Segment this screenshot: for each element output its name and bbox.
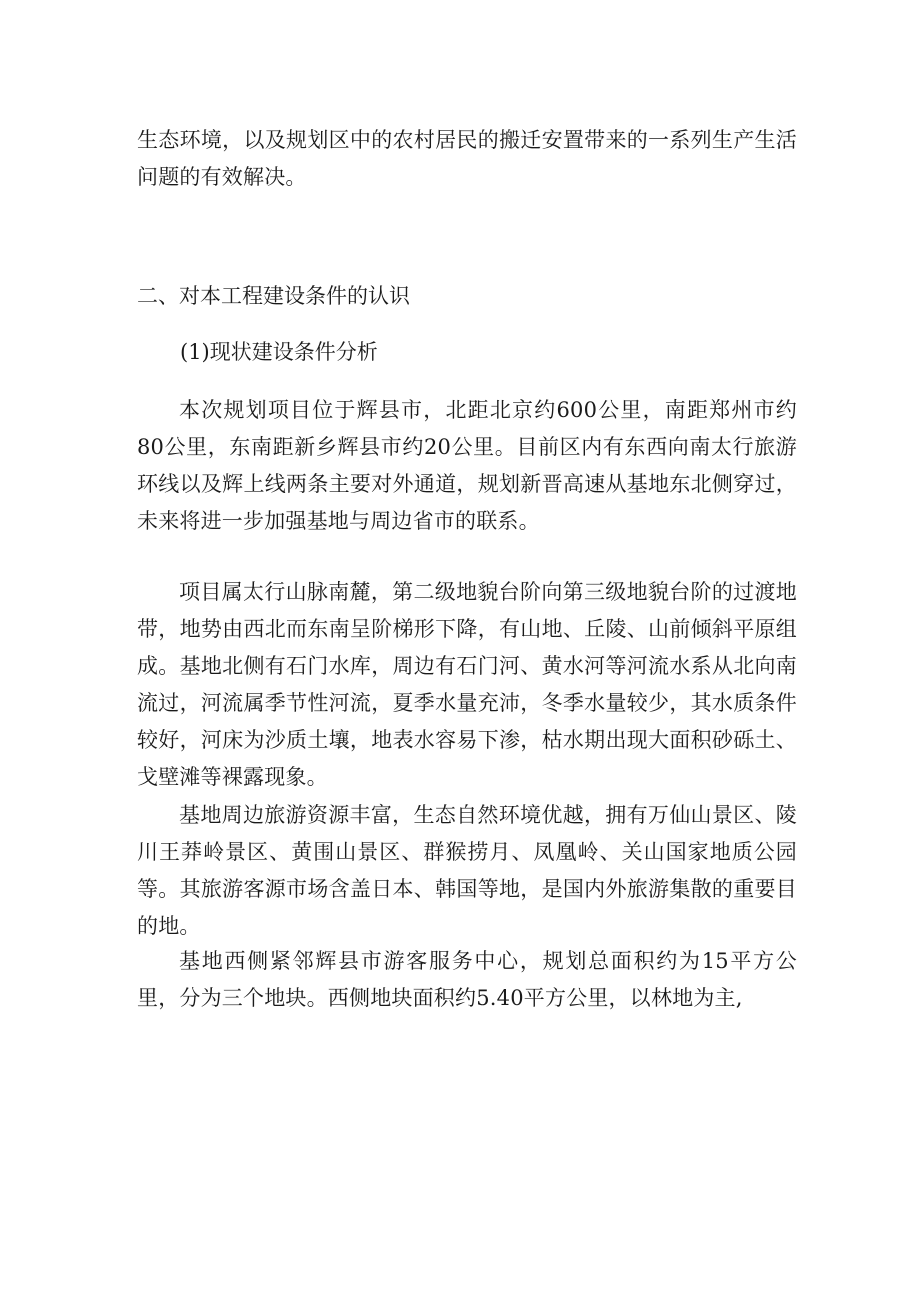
paragraph-tourism: 基地周边旅游资源丰富，生态自然环境优越，拥有万仙山景区、陵川王莽岭景区、黄围山景区、群猴捞月、凤凰岭、关山国家地质公园等。其旅游客源市场含盖日本、韩国等地，是国内外旅游集散的重要目的地。 xyxy=(137,803,797,938)
paragraph-location: 本次规划项目位于辉县市，北距北京约600公里，南距郑州市约80公里，东南距新乡辉县市约20公里。目前区内有东西向南太行旅游环线以及辉上线两条主要对外通道，规划新晋高速从基地东北侧穿过，未来将进一步加强基地与周边省市的联系。 xyxy=(137,398,797,533)
sub-heading: (1)现状建设条件分析 xyxy=(180,340,378,364)
paragraph-site: 基地西侧紧邻辉县市游客服务中心，规划总面积约为15平方公里，分为三个地块。西侧地块面积约5.40平方公里，以林地为主, xyxy=(137,949,797,1010)
section-heading: 二、对本工程建设条件的认识 xyxy=(137,284,410,308)
paragraph-continuation: 生态环境，以及规划区中的农村居民的搬迁安置带来的一系列生产生活问题的有效解决。 xyxy=(137,128,797,189)
paragraph-terrain: 项目属太行山脉南麓，第二级地貌台阶向第三级地貌台阶的过渡地带，地势由西北而东南呈阶梯形下降，有山地、丘陵、山前倾斜平原组成。基地北侧有石门水库，周边有石门河、黄水河等河流水系从北向南流过，河流属季节性河流，夏季水量充沛，冬季水量较少，其水质条件较好，河床为沙质土壤，地表水容易下渗，枯水期出现大面积砂砾土、戈壁滩等裸露现象。 xyxy=(137,580,797,789)
